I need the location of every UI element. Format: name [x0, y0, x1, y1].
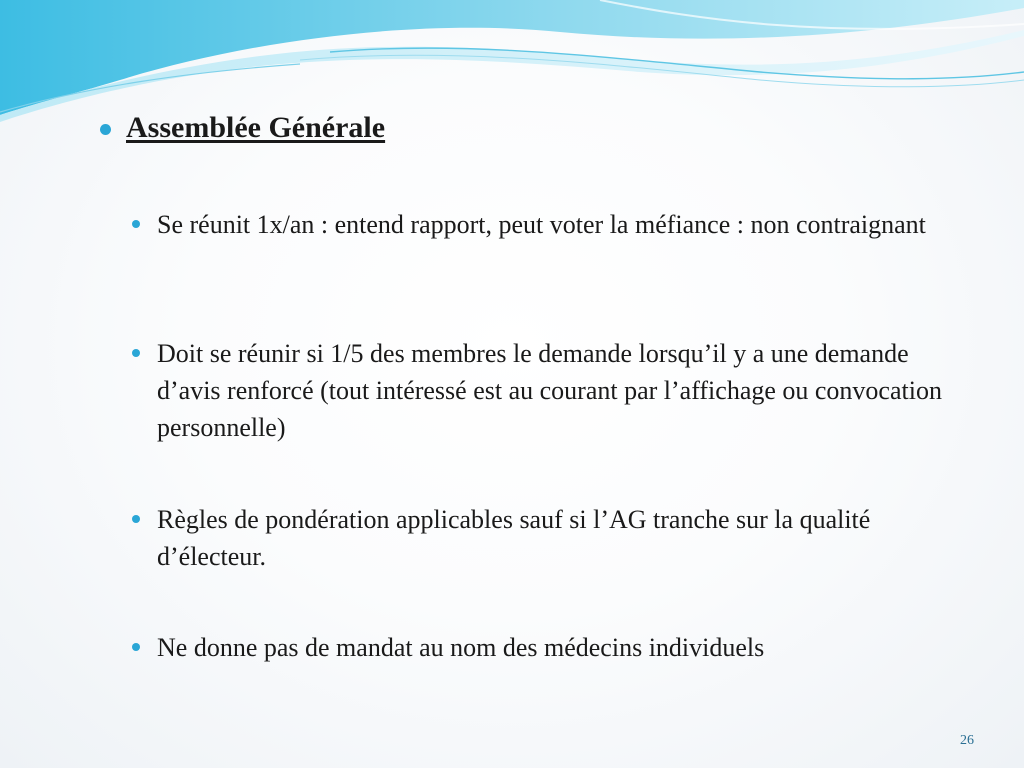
- list-item: [132, 501, 962, 575]
- list-item-text: Ne donne pas de mandat au nom des médecins individuels: [157, 633, 765, 662]
- list-item: [132, 629, 962, 666]
- list-item: [132, 335, 962, 446]
- list-item-text: Doit se réunir si 1/5 des membres le demande lorsqu’il y a une demande d’avis renforcé (tout intéressé est au courant par l’affichage ou convocation personnelle): [157, 339, 942, 442]
- filled-circle-bullet-icon: [132, 220, 140, 228]
- filled-circle-bullet-icon: [132, 349, 140, 357]
- page-number: 26: [960, 733, 974, 748]
- list-item: [132, 206, 932, 243]
- filled-circle-bullet-icon: [100, 124, 111, 135]
- list-item-text: Règles de pondération applicables sauf si l’AG tranche sur la qualité d’électeur.: [157, 505, 871, 571]
- filled-circle-bullet-icon: [132, 515, 140, 523]
- filled-circle-bullet-icon: [132, 643, 140, 651]
- slide-title: Assemblée Générale: [126, 111, 386, 144]
- list-item-text: Se réunit 1x/an : entend rapport, peut voter la méfiance : non contraignant: [157, 210, 926, 239]
- slide-content: [100, 108, 980, 662]
- section-heading: [100, 108, 980, 148]
